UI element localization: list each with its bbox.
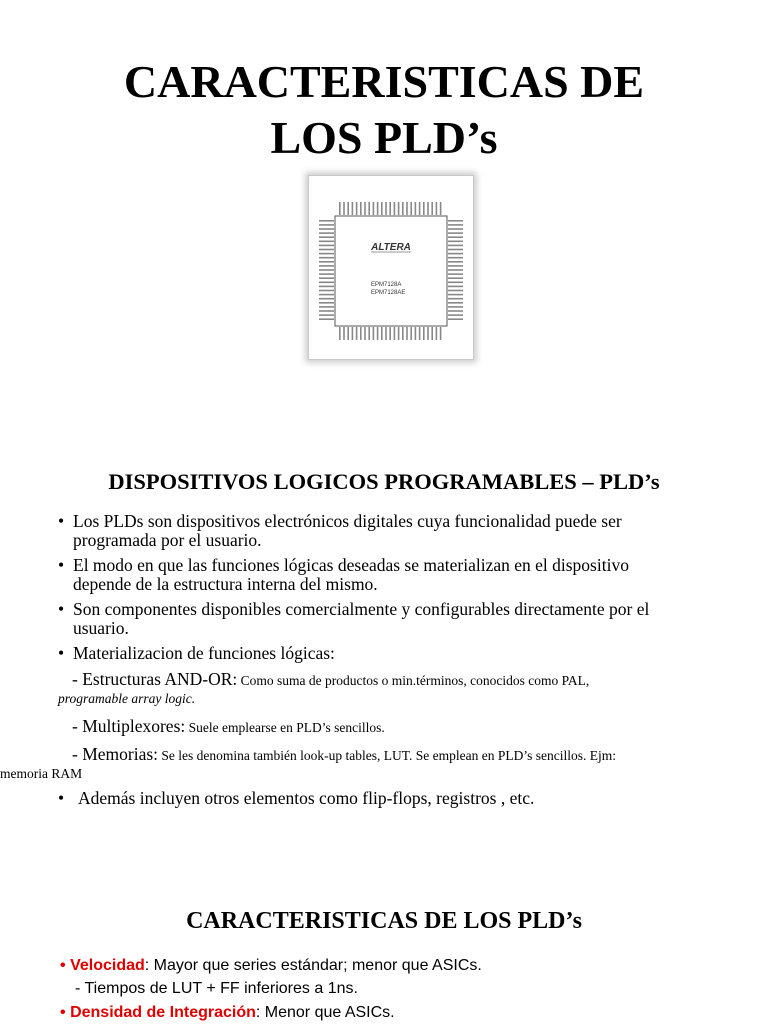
bullet-item: • Los PLDs son dispositivos electrónicos digitales cuya funcionalidad puede ser programada por el usuario.	[58, 511, 622, 550]
bullet-item: • Materializacion de funciones lógicas:	[58, 643, 335, 663]
chip-pin	[448, 298, 463, 300]
chip-pin	[423, 202, 425, 215]
bullet-icon: •	[58, 599, 65, 619]
chip-pin	[352, 327, 354, 340]
chip-pin	[360, 327, 362, 340]
chip-pin	[352, 202, 354, 215]
chip-pin	[377, 327, 379, 340]
chip-pin	[448, 310, 463, 312]
chip-pin	[448, 269, 463, 271]
chip-pin	[436, 202, 438, 215]
chip-pin	[319, 306, 334, 308]
chip-pins-bottom	[339, 327, 441, 340]
bullet-icon: •	[60, 957, 66, 974]
chip-pin	[436, 327, 438, 340]
chip-pin	[319, 273, 334, 275]
feature-label: Velocidad	[70, 957, 145, 974]
chip-pin	[440, 327, 442, 340]
bullet-icon: •	[58, 511, 65, 531]
chip-pin	[394, 202, 396, 215]
chip-pin	[319, 245, 334, 247]
chip-pin	[398, 202, 400, 215]
chip-pin	[448, 314, 463, 316]
chip-pin	[448, 228, 463, 230]
chip-pin	[319, 232, 334, 234]
bullet-item: • Son componentes disponibles comercialmente y configurables directamente por el usuario.	[58, 599, 650, 638]
chip-pin	[364, 202, 366, 215]
chip-pin	[356, 202, 358, 215]
sub-item: - Estructuras AND-OR: Como suma de productos o min.términos, conocidos como PAL, programable array logic.	[58, 668, 590, 706]
feature-densidad: • Densidad de Integración: Menor que ASICs.	[60, 1004, 395, 1021]
slide-title	[0, 54, 768, 166]
chip-pin	[343, 202, 345, 215]
chip-pin	[410, 202, 412, 215]
chip-pin	[368, 202, 370, 215]
bullet-item: • Además incluyen otros elementos como flip-flops, registros , etc.	[58, 787, 535, 808]
sub-item: - Multiplexores: Suele emplearse en PLD’s sencillos.	[72, 715, 385, 736]
slide-1	[0, 0, 768, 430]
chip-pin	[381, 327, 383, 340]
chip-pin	[319, 310, 334, 312]
chip-pin	[319, 241, 334, 243]
chip-pin	[448, 306, 463, 308]
chip-pin	[319, 253, 334, 255]
chip-pin	[448, 290, 463, 292]
feature-subitem: - Tiempos de LUT + FF inferiores a 1ns.	[75, 980, 358, 997]
chip-pin	[360, 202, 362, 215]
chip-pin	[398, 327, 400, 340]
chip-pin	[319, 314, 334, 316]
slide-3	[0, 875, 768, 1024]
chip-pin	[415, 202, 417, 215]
chip-pin	[319, 257, 334, 259]
chip-pin	[448, 273, 463, 275]
chip-pin	[415, 327, 417, 340]
chip-pin	[339, 327, 341, 340]
chip-pin	[319, 318, 334, 320]
chip-part-1: EPM7128A	[371, 282, 402, 288]
chip-pin	[419, 202, 421, 215]
chip-pin	[319, 224, 334, 226]
chip-pin	[402, 327, 404, 340]
bullet-icon: •	[58, 643, 65, 663]
chip-pin	[319, 298, 334, 300]
chip-pin	[448, 302, 463, 304]
chip-pin	[319, 302, 334, 304]
feature-velocidad: • Velocidad: Mayor que series estándar; menor que ASICs.	[60, 957, 482, 974]
slide-title: CARACTERISTICAS DE LOS PLD’s	[186, 908, 582, 934]
chip-pin	[373, 327, 375, 340]
chip-pin	[406, 327, 408, 340]
chip-pin	[377, 202, 379, 215]
chip-pin	[431, 327, 433, 340]
sub-item: - Memorias: Se les denomina también look-up tables, LUT. Se emplean en PLD’s sencillos. Ejm: memoria RAM	[0, 744, 616, 781]
bullet-list	[0, 511, 748, 814]
chip-pin	[319, 282, 334, 284]
bullet-item: • El modo en que las funciones lógicas deseadas se materializan en el dispositivo depende de la estructura interna del mismo.	[58, 555, 629, 594]
chip-pin	[410, 327, 412, 340]
chip-pin	[402, 202, 404, 215]
bullet-icon: •	[58, 787, 65, 808]
chip-pin	[368, 327, 370, 340]
chip-pin	[319, 228, 334, 230]
chip-pin	[343, 327, 345, 340]
chip-pin	[381, 202, 383, 215]
bullet-icon: •	[60, 1004, 66, 1021]
chip-pin	[448, 236, 463, 238]
chip-pin	[431, 202, 433, 215]
chip-pin	[448, 232, 463, 234]
chip-pin	[448, 257, 463, 259]
chip-pin	[448, 261, 463, 263]
chip-pin	[319, 265, 334, 267]
chip-pin	[373, 202, 375, 215]
chip-pin	[319, 269, 334, 271]
chip-pin	[319, 236, 334, 238]
chip-pin	[356, 327, 358, 340]
chip-pin	[448, 282, 463, 284]
chip-pin	[427, 202, 429, 215]
chip-pin	[339, 202, 341, 215]
chip-pin	[319, 290, 334, 292]
chip-pins-left	[319, 220, 334, 320]
chip-pinout-image	[308, 175, 474, 360]
chip-pin	[448, 265, 463, 267]
chip-pin	[448, 241, 463, 243]
chip-pin	[427, 327, 429, 340]
chip-pins-top	[339, 202, 441, 215]
chip-pin	[448, 277, 463, 279]
chip-pin	[319, 294, 334, 296]
chip-pin	[448, 253, 463, 255]
chip-pin	[448, 245, 463, 247]
feature-label: Densidad de Integración	[70, 1004, 256, 1021]
bullet-icon: •	[58, 555, 65, 575]
chip-pin	[319, 277, 334, 279]
title-line-2: LOS PLD’s	[270, 112, 498, 163]
chip-pin	[385, 327, 387, 340]
chip-pin	[448, 294, 463, 296]
chip-diagram	[309, 176, 473, 359]
chip-pin	[347, 202, 349, 215]
chip-pin	[347, 327, 349, 340]
chip-body	[335, 216, 447, 326]
chip-pin	[385, 202, 387, 215]
chip-pin	[440, 202, 442, 215]
chip-pin	[319, 286, 334, 288]
chip-pin	[419, 327, 421, 340]
chip-pin	[319, 220, 334, 222]
chip-pin	[394, 327, 396, 340]
title-line-1: CARACTERISTICAS DE	[123, 56, 645, 107]
chip-pin	[364, 327, 366, 340]
slide-2	[0, 430, 768, 875]
chip-pin	[319, 261, 334, 263]
chip-pin	[319, 249, 334, 251]
chip-part-2: EPM7128AE	[371, 290, 406, 296]
chip-pin	[389, 202, 391, 215]
chip-pin	[448, 224, 463, 226]
chip-pin	[423, 327, 425, 340]
chip-pin	[448, 318, 463, 320]
chip-pin	[448, 249, 463, 251]
chip-logo: ALTERA	[371, 242, 411, 253]
chip-pins-right	[448, 220, 463, 320]
chip-pin	[448, 286, 463, 288]
chip-pin	[406, 202, 408, 215]
slide-title: DISPOSITIVOS LOGICOS PROGRAMABLES – PLD’s	[108, 469, 660, 494]
chip-pin	[448, 220, 463, 222]
chip-pin	[389, 327, 391, 340]
